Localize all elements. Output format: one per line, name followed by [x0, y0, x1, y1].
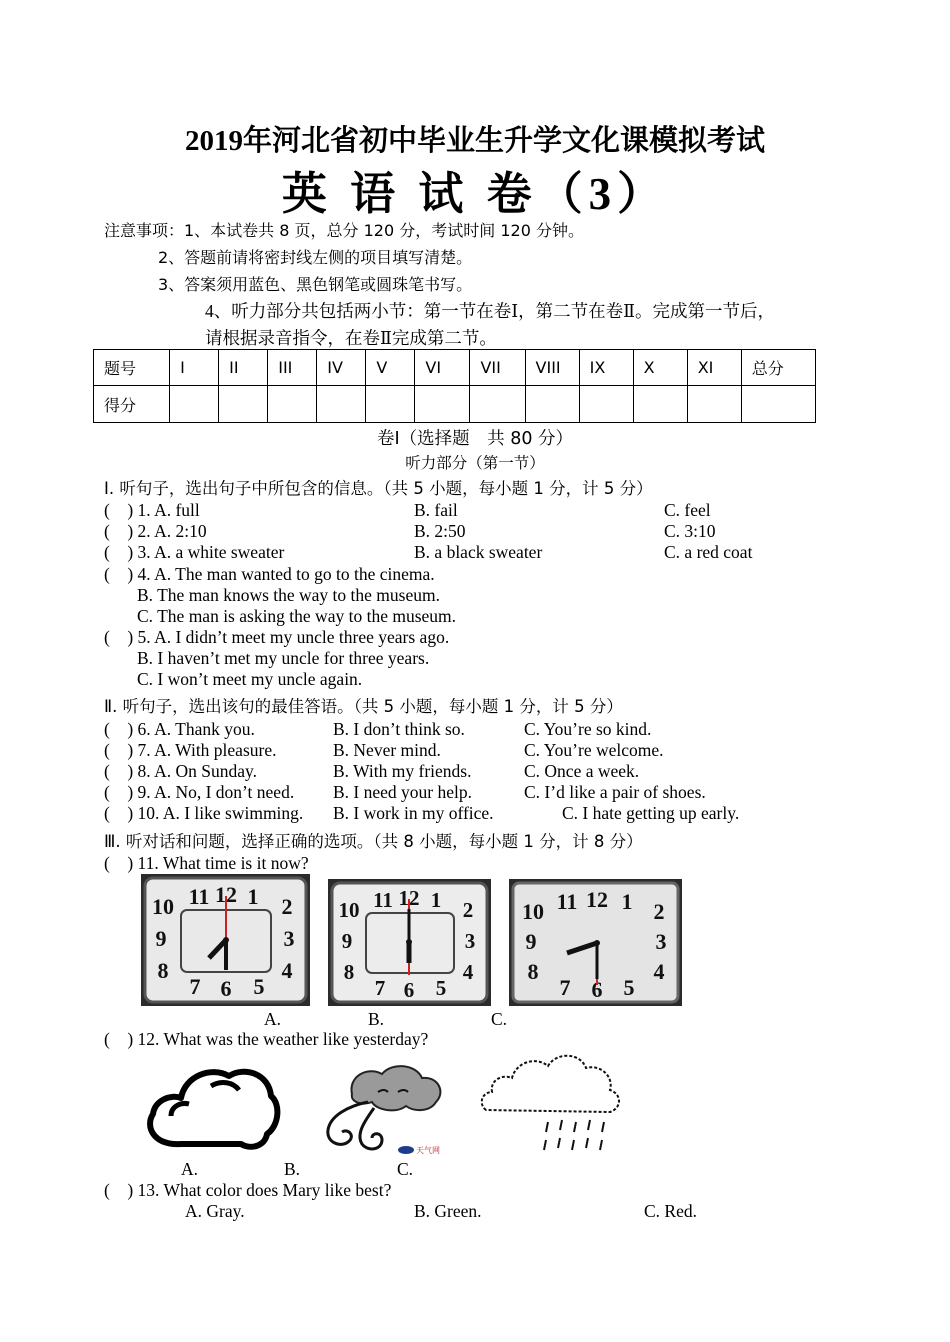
table-cell: XI [687, 350, 741, 386]
volume-heading: 卷Ⅰ（选择题 共 80 分） [376, 429, 574, 449]
clock-image-b [328, 879, 491, 1006]
score-input-cell[interactable] [268, 386, 317, 423]
q11-label-b: B. [368, 1009, 385, 1029]
table-cell: 总分 [741, 350, 815, 386]
score-input-cell[interactable] [579, 386, 633, 423]
score-table-score-row [94, 386, 816, 423]
q5-option-c: C. I won’t meet my uncle again. [137, 669, 363, 689]
score-input-cell[interactable] [219, 386, 268, 423]
q9-option-c: C. I’d like a pair of shoes. [524, 782, 706, 802]
q8-option-a: ( ) 8. A. On Sunday. [104, 761, 257, 781]
q4-option-c: C. The man is asking the way to the museum. [137, 606, 457, 626]
svg-text:12: 12 [398, 886, 420, 910]
table-cell: IV [317, 350, 366, 386]
table-cell: I [170, 350, 219, 386]
q7-option-b: B. Never mind. [333, 740, 441, 760]
svg-text:11: 11 [373, 888, 393, 912]
q8-option-c: C. Once a week. [524, 761, 640, 781]
table-cell: V [366, 350, 415, 386]
svg-text:10: 10 [338, 898, 360, 922]
q7-option-c: C. You’re welcome. [524, 740, 664, 760]
svg-text:9: 9 [155, 926, 167, 951]
q13-option-c: C. Red. [644, 1201, 697, 1221]
svg-text:10: 10 [522, 899, 544, 924]
listening-heading: 听力部分（第一节） [405, 454, 545, 472]
rain-icon [476, 1048, 628, 1158]
score-table [93, 349, 816, 423]
q12-label-a: A. [181, 1159, 199, 1179]
exam-title: 2019年河北省初中毕业生升学文化课模拟考试 [184, 125, 765, 157]
part1-heading: I. 听句子，选出句子中所包含的信息。（共 5 小题，每小题 1 分，计 5 分） [104, 479, 653, 498]
svg-text:1: 1 [430, 888, 442, 912]
svg-text:9: 9 [341, 929, 353, 953]
q9-option-b: B. I need your help. [333, 782, 472, 802]
svg-text:4: 4 [462, 960, 474, 984]
q8-option-b: B. With my friends. [333, 761, 472, 781]
q4-option-b: B. The man knows the way to the museum. [137, 585, 440, 605]
wind-icon [318, 1058, 458, 1160]
svg-text:2: 2 [462, 898, 474, 922]
score-input-cell[interactable] [366, 386, 415, 423]
q9-option-a: ( ) 9. A. No, I don’t need. [104, 782, 295, 802]
q6-option-b: B. I don’t think so. [333, 719, 465, 739]
svg-text:7: 7 [374, 976, 386, 1000]
q10-option-c: C. I hate getting up early. [562, 803, 740, 823]
score-input-cell[interactable] [633, 386, 687, 423]
q11-label-a: A. [264, 1009, 282, 1029]
svg-text:11: 11 [556, 889, 578, 914]
part3-heading: Ⅲ. 听对话和问题，选择正确的选项。（共 8 小题，每小题 1 分，计 8 分） [104, 832, 643, 851]
q3-option-b: B. a black sweater [414, 542, 543, 562]
clock-image-c [509, 879, 682, 1006]
clock-image-a [141, 874, 310, 1006]
q6-option-c: C. You’re so kind. [524, 719, 652, 739]
part2-heading: Ⅱ. 听句子，选出该句的最佳答语。（共 5 小题，每小题 1 分，计 5 分） [104, 697, 623, 716]
svg-text:2: 2 [281, 894, 293, 919]
svg-text:3: 3 [464, 929, 476, 953]
q5-stem: ( ) 5. A. I didn’t meet my uncle three years ago. [104, 627, 450, 647]
q3-stem: ( ) 3. A. a white sweater [104, 542, 285, 562]
note-4b: 请根据录音指令，在卷Ⅱ完成第二节。 [205, 328, 497, 348]
svg-text:5: 5 [623, 975, 635, 1000]
svg-text:7: 7 [189, 974, 201, 999]
score-input-cell[interactable] [170, 386, 219, 423]
note-4a: 4、听力部分共包括两小节：第一节在卷Ⅰ，第二节在卷Ⅱ。完成第一节后， [205, 301, 776, 321]
score-input-cell[interactable] [741, 386, 815, 423]
q5-option-b: B. I haven’t met my uncle for three years. [137, 648, 430, 668]
svg-text:2: 2 [653, 899, 665, 924]
q1-option-c: C. feel [664, 500, 711, 520]
q13-stem: ( ) 13. What color does Mary like best? [104, 1180, 392, 1200]
svg-text:1: 1 [621, 889, 633, 914]
table-cell: VIII [525, 350, 579, 386]
q2-option-c: C. 3:10 [664, 521, 716, 541]
table-cell: VII [470, 350, 525, 386]
q1-stem: ( ) 1. A. full [104, 500, 200, 520]
table-cell: X [633, 350, 687, 386]
table-cell: IX [579, 350, 633, 386]
q1-option-b: B. fail [414, 500, 458, 520]
q4-stem: ( ) 4. A. The man wanted to go to the cinema. [104, 564, 435, 584]
table-cell: II [219, 350, 268, 386]
q11-stem: ( ) 11. What time is it now? [104, 853, 309, 873]
q3-option-c: C. a red coat [664, 542, 753, 562]
q2-stem: ( ) 2. A. 2:10 [104, 521, 207, 541]
cloud-icon [141, 1056, 283, 1160]
q2-option-b: B. 2:50 [414, 521, 466, 541]
svg-text:9: 9 [525, 929, 537, 954]
svg-text:6: 6 [403, 978, 415, 1002]
table-cell: III [268, 350, 317, 386]
score-input-cell[interactable] [470, 386, 525, 423]
svg-text:10: 10 [152, 894, 174, 919]
score-table-header-row [94, 350, 816, 386]
table-cell: 题号 [94, 350, 170, 386]
exam-subtitle: 英 语 试 卷（3） [281, 169, 669, 219]
svg-text:8: 8 [157, 958, 169, 983]
q13-option-a: A. Gray. [185, 1201, 245, 1221]
q12-label-b: B. [284, 1159, 301, 1179]
q7-option-a: ( ) 7. A. With pleasure. [104, 740, 277, 760]
svg-text:1: 1 [247, 884, 259, 909]
note-2: 2、答题前请将密封线左侧的项目填写清楚。 [158, 248, 473, 267]
svg-text:3: 3 [655, 929, 667, 954]
svg-text:12: 12 [215, 882, 237, 907]
note-1: 注意事项：1、本试卷共 8 页，总分 120 分，考试时间 120 分钟。 [104, 221, 584, 240]
q11-label-c: C. [491, 1009, 508, 1029]
svg-text:8: 8 [527, 959, 539, 984]
q10-option-a: ( ) 10. A. I like swimming. [104, 803, 304, 823]
svg-text:5: 5 [435, 976, 447, 1000]
note-3: 3、答案须用蓝色、黑色钢笔或圆珠笔书写。 [158, 275, 473, 294]
svg-text:天气网: 天气网 [416, 1146, 440, 1155]
svg-text:5: 5 [253, 974, 265, 999]
score-input-cell[interactable] [687, 386, 741, 423]
score-input-cell[interactable] [525, 386, 579, 423]
svg-text:4: 4 [281, 958, 293, 983]
q12-label-c: C. [397, 1159, 414, 1179]
q6-option-a: ( ) 6. A. Thank you. [104, 719, 255, 739]
table-cell: VI [415, 350, 470, 386]
score-input-cell[interactable] [317, 386, 366, 423]
q10-option-b: B. I work in my office. [333, 803, 494, 823]
q13-option-b: B. Green. [414, 1201, 482, 1221]
score-input-cell[interactable] [415, 386, 470, 423]
svg-text:7: 7 [559, 975, 571, 1000]
svg-text:3: 3 [283, 926, 295, 951]
table-cell: 得分 [94, 386, 170, 423]
svg-text:11: 11 [188, 884, 210, 909]
svg-text:8: 8 [343, 960, 355, 984]
svg-text:6: 6 [591, 977, 603, 1002]
svg-text:12: 12 [586, 887, 608, 912]
q12-stem: ( ) 12. What was the weather like yesterday? [104, 1029, 429, 1049]
svg-text:4: 4 [653, 959, 665, 984]
svg-text:6: 6 [220, 976, 232, 1001]
